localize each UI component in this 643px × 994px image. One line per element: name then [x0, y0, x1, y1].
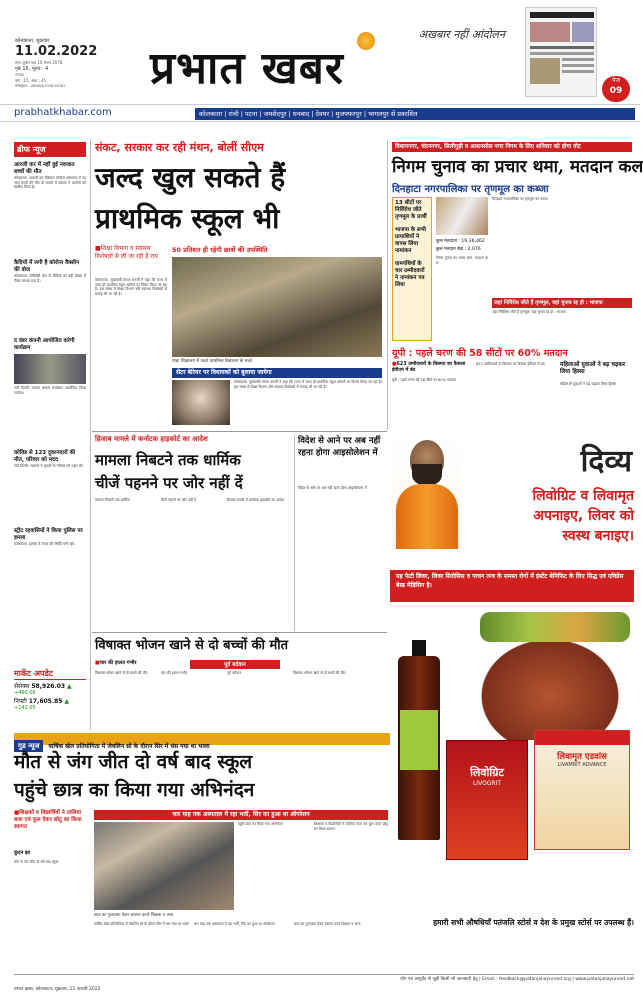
brief-item: [14, 162, 86, 256]
brief-body: कोलकाता. आरजी कर मेडिकल कॉलेज अस्पताल में नवजात बच्चों की मौत के मामले में प्रबंधन ने आरोपों को खारिज किया है।: [14, 176, 86, 190]
midday-bullet: ■ चार की हालत गंभीर: [95, 660, 185, 669]
nifty-up-icon: ▲: [64, 698, 70, 705]
sensex-delta: +460.06: [14, 690, 36, 696]
brief-item: [14, 528, 86, 582]
footer-strip: [14, 974, 634, 992]
brief-headline: कोविड से 123 दुकानदारों की मौत, परिवार को मदद: [14, 450, 76, 463]
nifty-label: निफ्टी: [14, 698, 27, 705]
election-body-col3: जहां निर्विरोध जीते हैं तृणमूल, वहां चुनाव रद्द हो : भाजपा: [492, 310, 566, 314]
extra: ज्यादा: [15, 72, 24, 77]
good-news-body-col6: छात्र का गुलदस्ता देकर स्वागत करते शिक्षक व अन्य: [294, 922, 361, 926]
midday-sub: पूर्व बर्दवान: [190, 660, 280, 669]
brief-body: कोलकाता. प्रेसीडेंसी जेल के कैदियों को बड़ी संख्या में टीका लगाया गया है।: [14, 274, 86, 283]
good-news-photo-caption: छात्र का गुलदस्ता देकर स्वागत करते शिक्षक व अन्य: [94, 913, 174, 918]
election-body-col2: दिनहाटा नगरपालिका पर तृणमूल का कब्जा: [492, 197, 548, 201]
school-photo-caption-top: 50 प्रतिशत ही रहेगी छात्रों की उपस्थिति: [172, 246, 268, 254]
ad-product-1-en: LIVOGRIT: [472, 780, 502, 787]
school-headline-2: प्राथमिक स्कूल भी: [95, 202, 280, 235]
isolation-headline: विदेश से आने पर अब नहीं रहना होगा आइसोलेशन में: [298, 436, 381, 458]
hijab-headline-1: मामला निबटने तक धार्मिक: [95, 451, 241, 469]
city-list: कोलकाता | रांची | पटना | जमशेदपुर | धनबाद | देवघर | मुजफ्फरपुर | भागलपुर से प्रकाशित: [195, 108, 635, 120]
election-photo: [436, 197, 488, 235]
ad-product-2: लिवामृत एडवांस: [557, 752, 607, 762]
good-news-body-col5: चार माह तक अस्पताल में रहा भर्ती, सिर का हुआ था ऑपरेशन: [194, 922, 275, 926]
cm-photo: [172, 380, 230, 425]
good-news-banner: [14, 733, 390, 750]
front-page-thumbnail[interactable]: [525, 7, 597, 97]
hijab-kicker: हिजाब मामले में कर्नाटक हाइकोर्ट का आदेश: [95, 435, 208, 443]
good-news-body-col3: शिक्षकों व विद्यार्थियों ने तालियां बजा एवं फूल देकर छोटू का किया स्वागत: [314, 822, 388, 831]
page-label: पेज: [612, 77, 620, 84]
nifty-value: 17,605.85: [28, 698, 63, 705]
voters-stat: कुल मतदाता : 19,36,462: [436, 239, 485, 244]
title-text: प्रभात खबर: [150, 43, 344, 94]
midday-body-col2: चार की हालत गंभीर: [161, 671, 188, 675]
good-news-label: गुड न्यूज: [14, 740, 43, 752]
up-bullet: ■ 623 उम्मीदवारों के किस्मत का फैसला ईवीएम में बंद: [392, 362, 472, 376]
ad-headline-3: स्वस्थ बनाइए।: [562, 528, 634, 544]
issue-date: 11.02.2022: [15, 44, 98, 59]
ad-product-livogrit: [446, 740, 528, 860]
brief-headline: आरजी कर में नहीं हुई नवजात बच्चों की मौत: [14, 162, 75, 175]
ad-footer: योग एवं आयुर्वेद से जुड़ी किसी भी जानकारी हेतु | Email : feedback@patanjaliayurved.org | www.patanjaliayurved.net: [400, 977, 634, 982]
midday-body-col1: विषाक्त भोजन खाने से दो बच्चों की मौत: [95, 671, 148, 675]
column-divider: [387, 140, 388, 430]
ad-brand-text: दिव्य: [580, 444, 632, 479]
good-news-bullet: ■ शिक्षकों व विद्यार्थियों ने तालियां बजा एवं फूल देकर छोटू का किया स्वागत: [14, 810, 89, 846]
ad-headline-2: अपनाइए, लिवर को: [533, 508, 634, 524]
up-body-col2: 623 उम्मीदवारों के किस्मत का फैसला ईवीएम में बंद: [476, 362, 545, 366]
booth-stat: कुल मतदान केंद्र : 2,076: [436, 247, 481, 252]
school-subhead: [95, 245, 167, 275]
masthead-info: [15, 38, 125, 98]
school-box-title: सेंटर बेरियर पर विधायकों को बुलाया जायेगा: [172, 368, 382, 378]
nav-strip: [0, 104, 640, 122]
ad-bottom: हमारी सभी औषधियाँ पतंजलि स्टोर्स व देश के प्रमुख स्टोर्स पर उपलब्ध हैं।: [433, 918, 634, 927]
brief-photo: [14, 354, 86, 384]
page-number: 09: [609, 86, 623, 96]
column-divider: [90, 140, 91, 730]
election-body-col1: निगम चुनाव का प्रचार थमा, मतदान कल: [436, 256, 488, 265]
midday-body-col3: पूर्व बर्दवान: [227, 671, 242, 675]
ad-bottle-livamrit: [396, 640, 442, 840]
section-divider: [92, 431, 387, 432]
ad-headline-1: लिवोग्रिट व लिवामृत: [532, 488, 634, 504]
brief-headline: स्ट्रीट रहवासियों ने किया पुलिस पर हमला: [14, 528, 83, 541]
bjp-box-text: भाजपा के सभी प्रत्याशियों ने वापस लिया नामांकन: [395, 227, 426, 254]
midday-body-col4: विषाक्त भोजन खाने से दो बच्चों की मौत: [293, 671, 346, 675]
nifty-delta: +142.05: [14, 705, 36, 711]
brief-item: [14, 450, 86, 524]
midday-headline: विषाक्त भोजन खाने से दो बच्चों की मौत: [95, 638, 289, 653]
school-kicker: संकट, सरकार कर रही मंथन, बोलीं सीएम: [95, 141, 264, 154]
good-news-body-col2: पहुंचे छात्र का किया गया अभिनंदन: [238, 822, 283, 826]
good-news-photo: [94, 822, 234, 910]
section-divider: [92, 632, 387, 633]
election-banner: विधाननगर, चंदननगर, सिलीगुड़ी व आसनसोल नगर निगम के लिए शनिवार को होगा वोट: [392, 142, 632, 152]
isolation-body: विदेश से आने पर अब नहीं रहना होगा आइसोलेशन में: [298, 486, 367, 490]
good-news-photo-caption-top: चार माह तक अस्पताल में रहा भर्ती, सिर का हुआ था ऑपरेशन: [94, 810, 388, 820]
market-title: मार्केट अपडेट: [14, 668, 86, 680]
good-news-headline-2: पहुंचे छात्र का किया गया अभिनंदन: [14, 779, 255, 801]
good-news-body-col4: वार्षिक खेल प्रतियोगिता में जेवलिन थ्रो के दौरान सिर में धंस गया था भाला: [94, 922, 190, 926]
ad-product-1: लिवोग्रिट: [470, 766, 504, 779]
volume: वर्ष : 15, अंक : 41: [15, 78, 47, 83]
hijab-body-col3: हिजाब मामले में कर्नाटक हाइकोर्ट का आदेश: [227, 498, 285, 502]
up-headline: यूपी : पहले चरण की 58 सीटों पर 60% मतदान: [392, 348, 568, 359]
ad-liver-illustration: [470, 630, 630, 740]
sun-icon: [357, 32, 375, 50]
ad-tagline: यह फैटी लिवर, लिवर सिरोसिस व पाचन तन्त्र के समस्त रोगों में इंस्टेंट बेनिफिट के लिए सिद्ध एवं एविडेंस बेस्ड मेडिसिन है।: [396, 573, 624, 589]
jaidev-banner: जहां निर्विरोध जीते हैं तृणमूल, वहां चुनाव रद्द हो : भाजपा: [492, 298, 632, 308]
seats-box-text: 13 सीटों पर निर्विरोध जीते तृणमूल के प्रार्थी: [395, 200, 427, 220]
ad-product-livamrit: [534, 730, 630, 850]
ad-tagline-band: [390, 570, 634, 602]
brief-news-column: [14, 142, 86, 732]
sensex-up-icon: ▲: [67, 683, 72, 690]
school-photo-caption: पाड़ा शिक्षालय में पढ़ते प्राथमिक विद्यालय के बच्चे.: [172, 359, 254, 364]
hijab-body-col1: मामला निबटने तक धार्मिक: [95, 498, 130, 502]
masthead: [0, 0, 640, 100]
brief-body: नयी दिल्ली. मास्टर क्लास कार्यक्रम आयोजित किया जायेगा।: [14, 386, 86, 395]
brief-item: [14, 338, 86, 446]
footer-text: प्रभात खबर, कोलकाता, शुक्रवार, 11 फरवरी 2022: [14, 987, 101, 992]
sensex-value: 58,926.03: [31, 683, 66, 690]
pages-price: पृष्ठ 16, मूल्य : 4: [15, 66, 49, 72]
school-body-col1: कोलकाता. मुख्यमंत्री ममता बनर्जी ने कहा कि राज्य में जल्द ही प्राथमिक स्कूल खोलने पर विचार किया जा रहा है। इस संबंध में शिक्षा विभाग और स्वास्थ्य विशेषज्ञों से सलाह ली जा रही है।: [95, 278, 167, 296]
hindi-date: माघ शुक्ल पक्ष 10 संवत 2078: [15, 60, 63, 65]
ad-headline-box: [470, 486, 634, 566]
up-body-col1: यूपी : पहले चरण की 58 सीटों पर 60% मतदान: [392, 378, 457, 382]
brief-headline: कैदियों में लगी है कोरोना वैक्सीन की डोज: [14, 260, 80, 273]
ad-product-2-en: LIVAMRIT ADVANCE: [557, 762, 607, 768]
page-badge: [602, 76, 630, 102]
brief-body: कोलकाता. इलाके में तनाव की स्थिति बनी रही।: [14, 542, 75, 546]
brief-body: नयी दिल्ली. सरकार ने मृतकों के परिवार को राहत दी।: [14, 464, 84, 468]
seats-box: [392, 197, 432, 341]
sensex-label: सेंसेक्स: [14, 683, 30, 690]
nifty-row: [14, 697, 86, 705]
school-headline-1: जल्द खुल सकते हैं: [95, 161, 286, 194]
sensex-row: [14, 682, 86, 690]
ad-herbs: [480, 612, 630, 642]
election-headline: निगम चुनाव का प्रचार थमा, मतदान कल: [392, 157, 643, 177]
good-news-headline-1: मौत से जंग जीत दो वर्ष बाद स्कूल: [14, 751, 253, 773]
brief-news-title: ब्रीफ न्यूज: [14, 142, 86, 157]
column-divider: [294, 435, 295, 631]
school-body-col2: कोलकाता. मुख्यमंत्री ममता बनर्जी ने कहा कि राज्य में जल्द ही प्राथमिक स्कूल खोलने पर विचार किया जा रहा है। इस संबंध में शिक्षा विभाग और स्वास्थ्य विशेषज्ञों से सलाह ली जा रही है।: [234, 380, 382, 389]
up-body-col3: महिलाओं युवाओं ने बढ़ चढ़कर लिया हिस्सा: [560, 382, 617, 386]
tagline: अखबार नहीं आंदोलन: [418, 28, 505, 41]
hijab-body-col2: चीजें पहनने पर जोर नहीं दें: [161, 498, 196, 502]
school-subhead-text: ■ शिक्षा विभाग व स्वास्थ्य विशेषज्ञों से ली जा रही है राय: [95, 245, 167, 261]
school-photo: [172, 257, 382, 357]
dinhata-headline: दिनहाटा नगरपालिका पर तृणमूल का कब्जा: [392, 184, 549, 195]
market-update: [14, 668, 86, 711]
brief-headline: द वंडर कंपनी आयोजित करेगी कार्यक्रम: [14, 338, 75, 351]
good-news-byline: कुंदन झा: [14, 850, 31, 856]
women-headline: महिलाओं युवाओं ने बढ़ चढ़कर लिया हिस्सा: [560, 362, 626, 375]
hijab-headline-2: चीजें पहनने पर जोर नहीं दें: [95, 474, 243, 492]
good-news-banner-text: वार्षिक खेल प्रतियोगिता में जेवलिन थ्रो के दौरान सिर में धंस गया था भाला: [48, 743, 210, 750]
left-box-text: वामपंथियों के चार उम्मीदवारों ने नामांकन पत्र लिया: [395, 261, 425, 288]
brief-item: [14, 260, 86, 334]
website-link[interactable]: prabhatkhabar.com: [14, 107, 112, 118]
registration: रजिस्ट्रेशन : WBHIN/2006/18281: [15, 84, 66, 88]
good-news-body-col1: मौत से जंग जीत दो वर्ष बाद स्कूल: [14, 860, 59, 864]
title-logo: [150, 40, 500, 98]
city-day: कोलकाता, शुक्रवार: [15, 38, 50, 44]
ad-divya[interactable]: [390, 440, 634, 945]
ad-brand: [480, 442, 632, 482]
